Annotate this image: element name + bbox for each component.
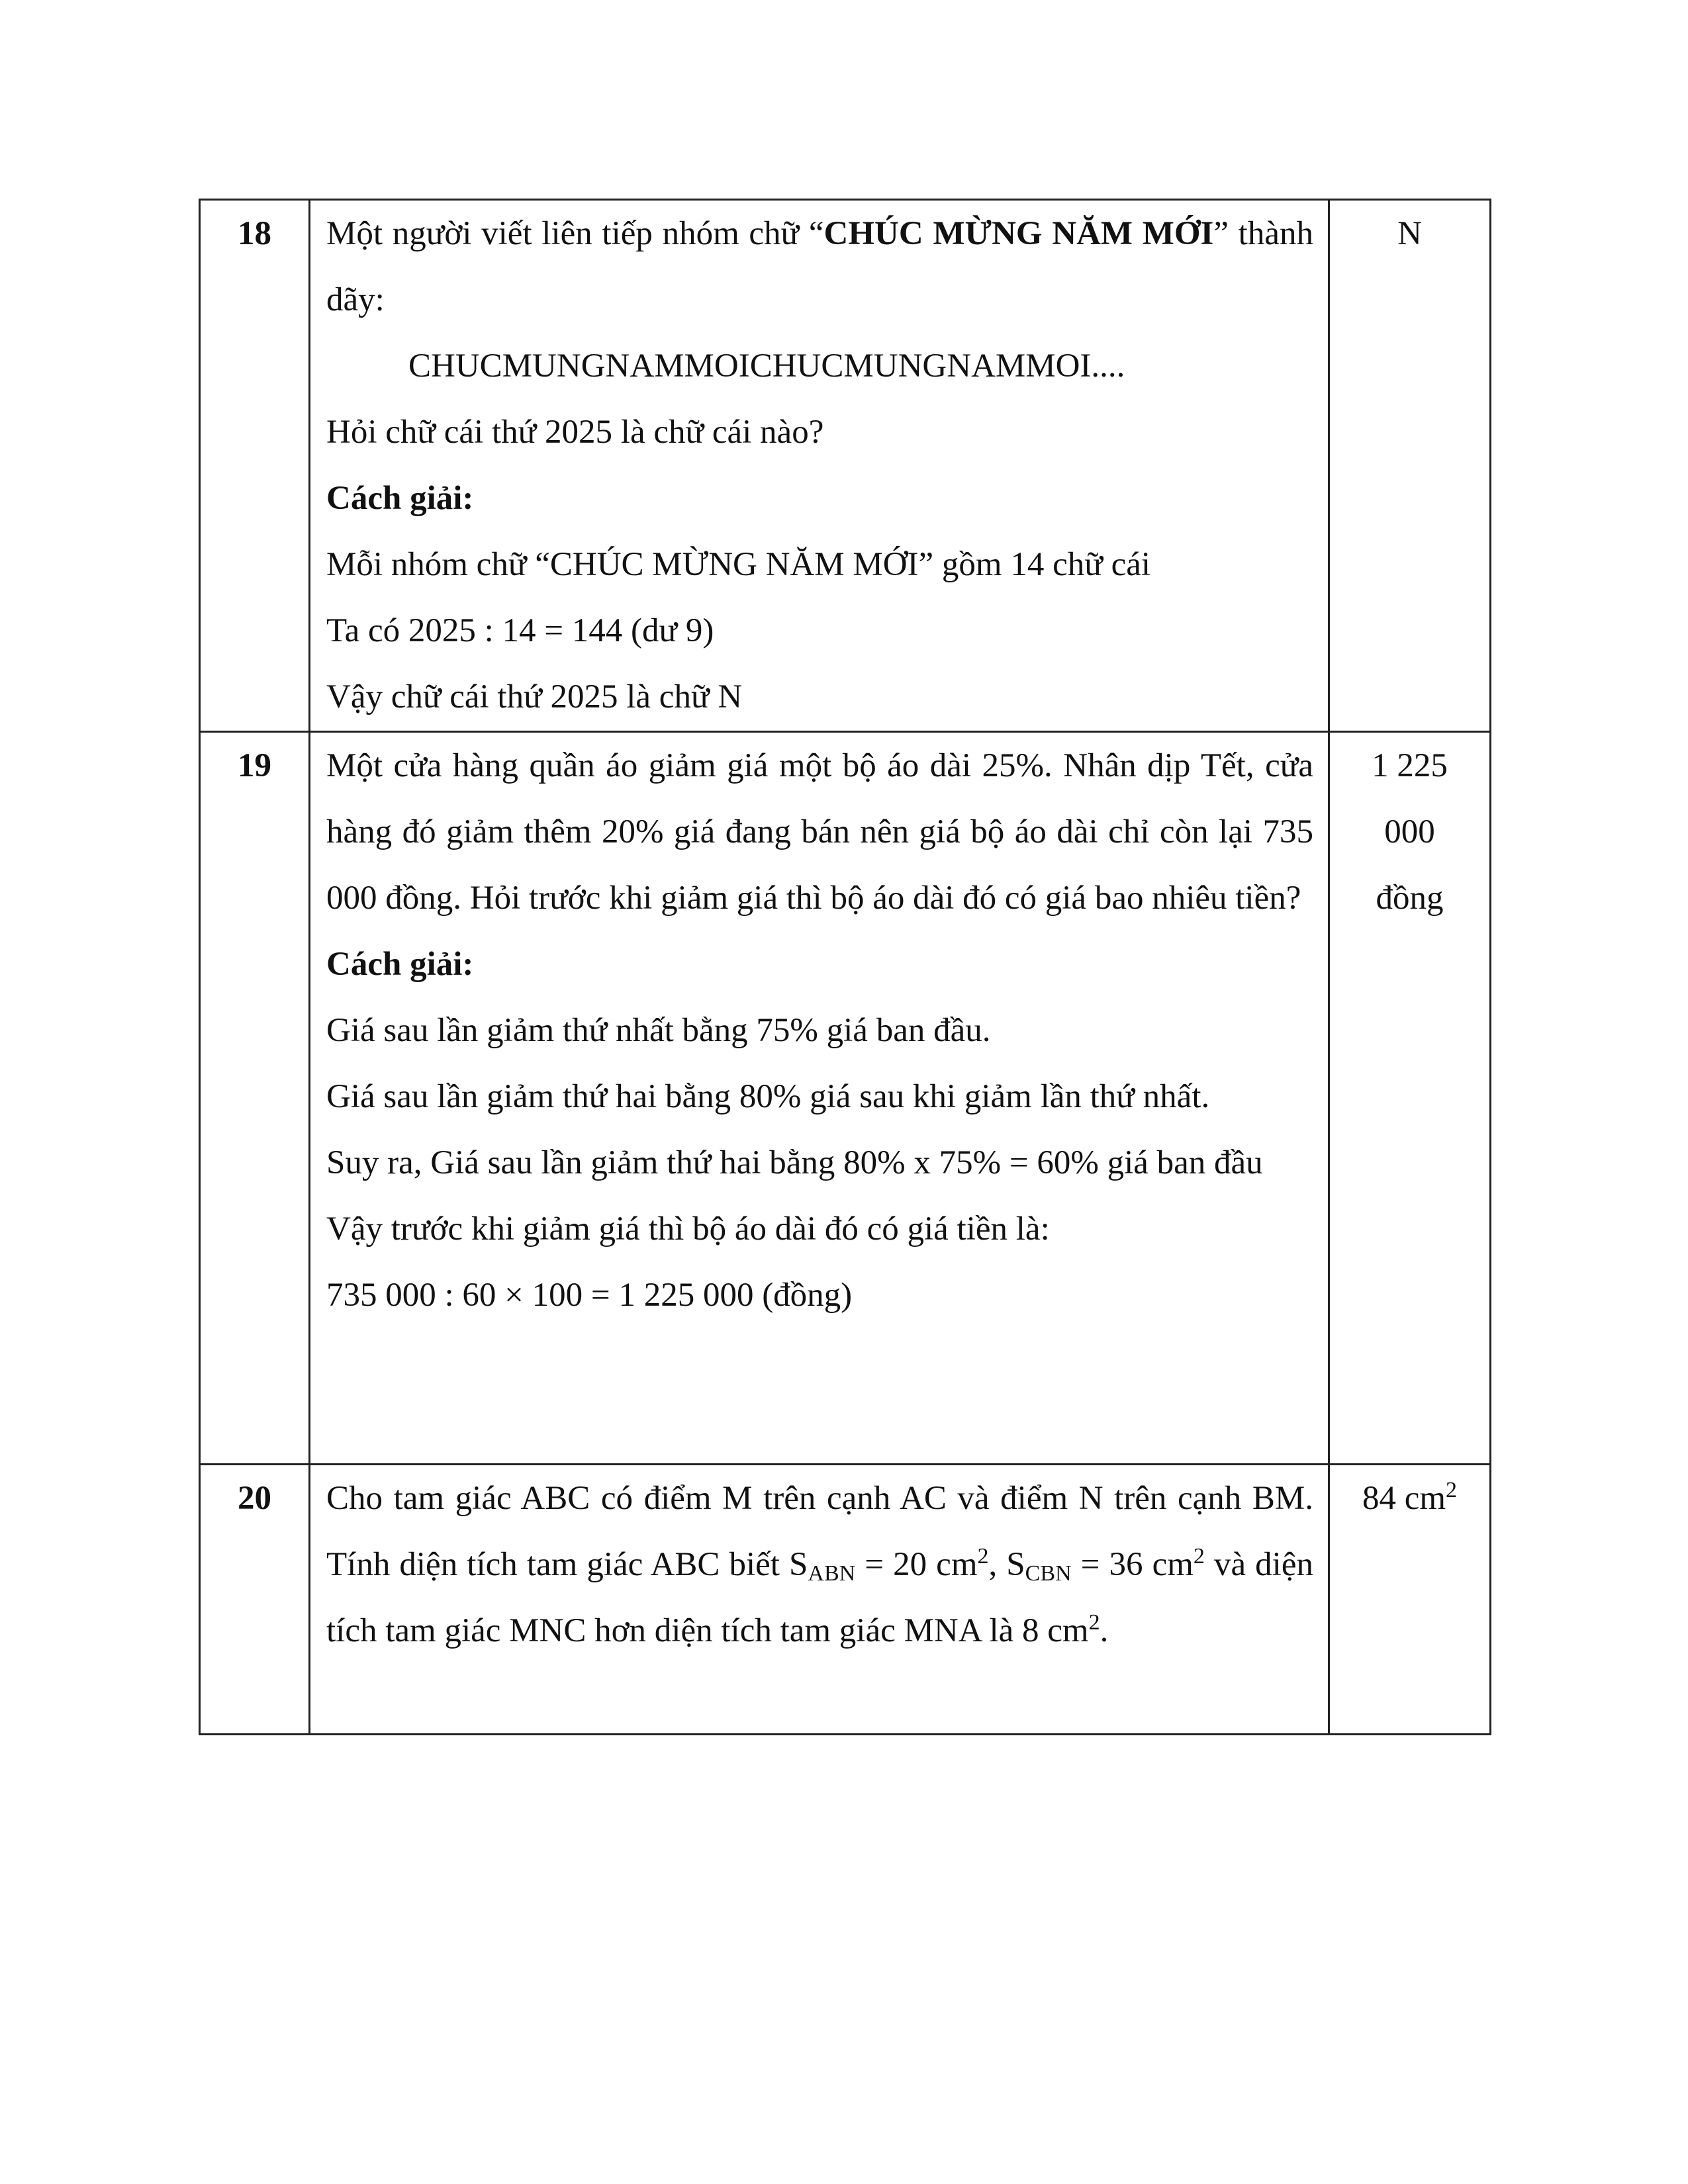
solution-label: Cách giải: <box>326 480 474 517</box>
solution-line: Giá sau lần giảm thứ nhất bằng 75% giá ban đầu. <box>326 1012 991 1049</box>
table-row <box>200 1465 1491 1735</box>
question-cell <box>310 1465 1329 1735</box>
table-row <box>200 732 1491 1465</box>
solution-line: Vậy chữ cái thứ 2025 là chữ N <box>326 678 743 715</box>
question-cell <box>310 732 1329 1465</box>
table-row <box>200 200 1491 732</box>
answer-table <box>199 199 1491 1735</box>
question-ask: Hỏi chữ cái thứ 2025 là chữ cái nào? <box>326 414 824 451</box>
solution-line: Mỗi nhóm chữ “CHÚC MỪNG NĂM MỚI” gồm 14 chữ cái <box>326 546 1151 583</box>
solution-line: 735 000 : 60 × 100 = 1 225 000 (đồng) <box>326 1277 853 1314</box>
question-number: 20 <box>200 1465 310 1735</box>
answer-line: 1 225 <box>1372 747 1448 784</box>
solution-line: Giá sau lần giảm thứ hai bằng 80% giá sau khi giảm lần thứ nhất. <box>326 1078 1210 1115</box>
question-text: Cho tam giác ABC có điểm M trên cạnh AC và điểm N trên cạnh BM. Tính diện tích tam giác ABC biết $S_{ABN} = 20$ $cm^2$, $S_{CBN} = 36$ $cm^2$ và diện tích tam giác MNC hơn diện tích tam giác MNA là 8 $cm^2$. <box>326 1480 1313 1649</box>
answer-line: đồng <box>1376 880 1444 917</box>
solution-line: Suy ra, Giá sau lần giảm thứ hai bằng 80% x 75% = 60% giá ban đầu <box>326 1144 1263 1181</box>
solution-line: Vậy trước khi giảm giá thì bộ áo dài đó có giá tiền là: <box>326 1210 1050 1248</box>
question-cell <box>310 200 1329 732</box>
question-text: Một người viết liên tiếp nhóm chữ “CHÚC MỪNG NĂM MỚI” thành dãy: <box>326 215 1313 318</box>
question-number: 18 <box>200 200 310 732</box>
answer-cell <box>1329 732 1491 1465</box>
letter-sequence: CHUCMUNGNAMMOICHUCMUNGNAMMOI.... <box>408 347 1125 385</box>
answer-cell: 84 $cm^2$ <box>1329 1465 1491 1735</box>
question-text: Một cửa hàng quần áo giảm giá một bộ áo dài 25%. Nhân dịp Tết, cửa hàng đó giảm thêm 20% giá đang bán nên giá bộ áo dài chỉ còn lại 735 000 đồng. Hỏi trước khi giảm giá thì bộ áo dài đó có giá bao nhiêu tiền? <box>326 747 1313 917</box>
question-number: 19 <box>200 732 310 1465</box>
answer-cell: N <box>1329 200 1491 732</box>
solution-label: Cách giải: <box>326 946 474 983</box>
solution-line: Ta có 2025 : 14 = 144 (dư 9) <box>326 612 714 649</box>
answer-line: 000 <box>1384 813 1435 850</box>
